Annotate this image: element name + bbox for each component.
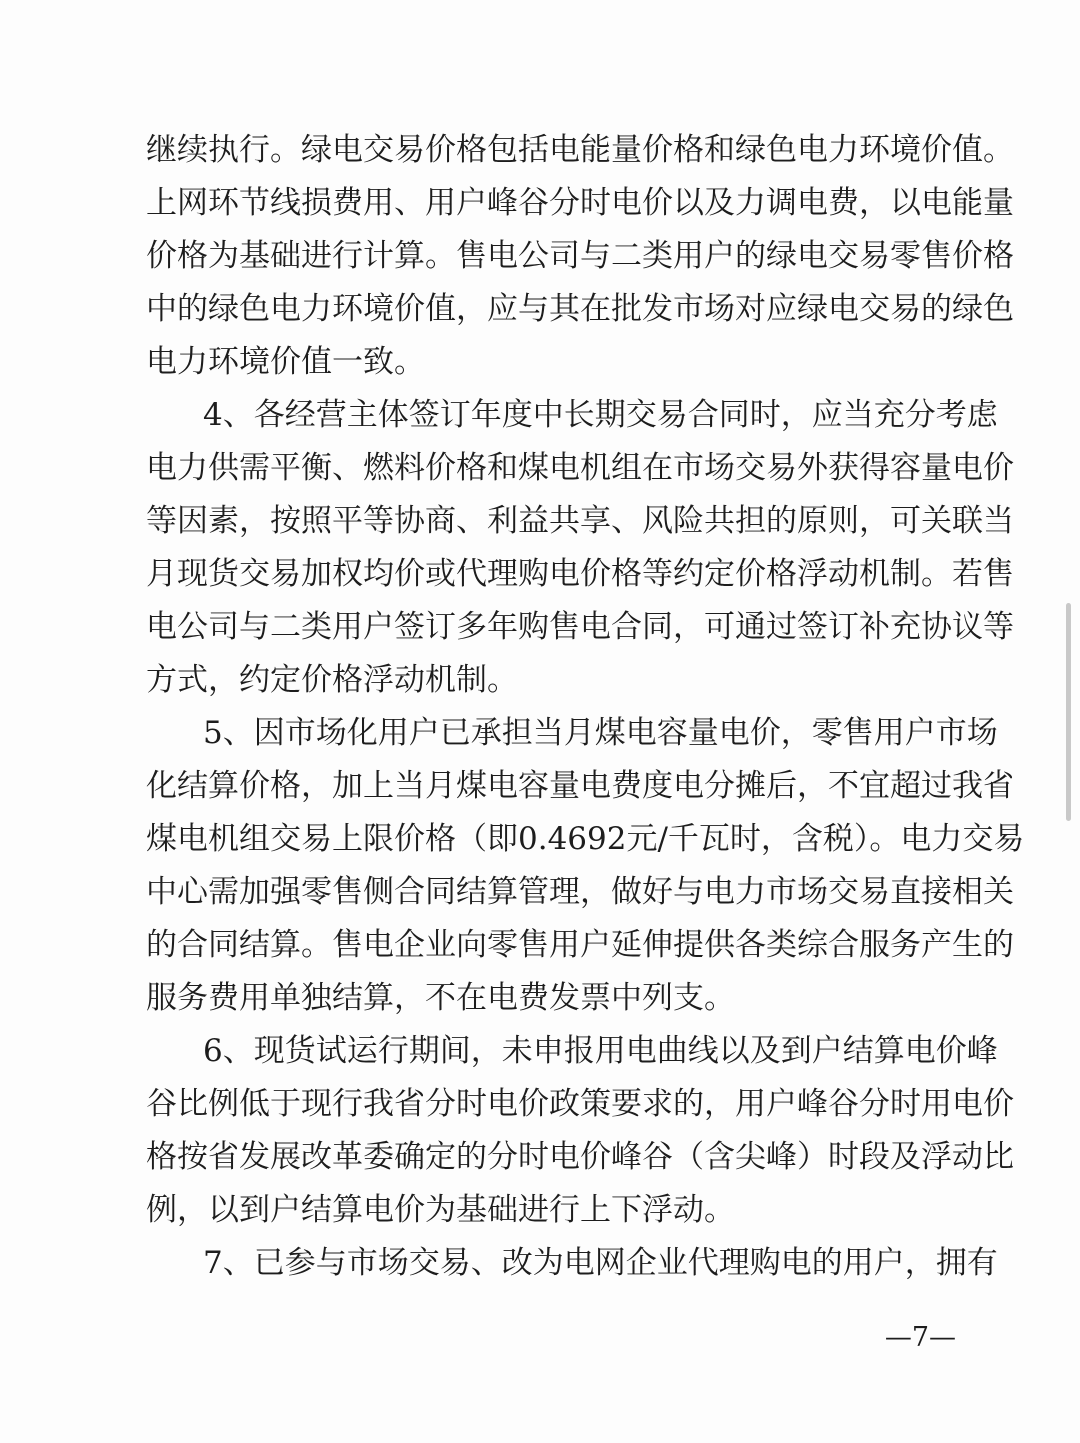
paragraph-4-start: 4、各经营主体签订年度中长期交易合同时，应当充分考虑	[203, 397, 998, 433]
text-line: 的合同结算。售电企业向零售用户延伸提供各类综合服务产生的	[146, 927, 1014, 963]
text-line: 月现货交易加权均价或代理购电价格等约定价格浮动机制。若售	[146, 556, 1014, 592]
text-line: 谷比例低于现行我省分时电价政策要求的，用户峰谷分时用电价	[146, 1086, 1014, 1122]
text-line: 电力供需平衡、燃料价格和煤电机组在市场交易外获得容量电价	[146, 450, 1014, 486]
text-line: 方式，约定价格浮动机制。	[146, 662, 518, 698]
paragraph-7-start: 7、已参与市场交易、改为电网企业代理购电的用户，拥有	[203, 1245, 998, 1281]
text-line: 上网环节线损费用、用户峰谷分时电价以及力调电费，以电能量	[146, 185, 1014, 221]
text-line: 格按省发展改革委确定的分时电价峰谷（含尖峰）时段及浮动比	[146, 1139, 1014, 1175]
text-line: 电力环境价值一致。	[146, 344, 425, 380]
text-line: 等因素，按照平等协商、利益共享、风险共担的原则，可关联当	[146, 503, 1014, 539]
text-line: 价格为基础进行计算。售电公司与二类用户的绿电交易零售价格	[146, 238, 1014, 274]
text-line: 中的绿色电力环境价值，应与其在批发市场对应绿电交易的绿色	[146, 291, 1014, 327]
page-number: —7—	[884, 1322, 956, 1353]
text-line: 化结算价格，加上当月煤电容量电费度电分摊后，不宜超过我省	[146, 768, 1014, 804]
text-line: 煤电机组交易上限价格（即0.4692元/千瓦时，含税）。电力交易	[146, 821, 1025, 857]
text-line: 服务费用单独结算，不在电费发票中列支。	[146, 980, 735, 1016]
paragraph-6-start: 6、现货试运行期间，未申报用电曲线以及到户结算电价峰	[203, 1033, 998, 1069]
paragraph-5-start: 5、因市场化用户已承担当月煤电容量电价，零售用户市场	[203, 715, 998, 751]
text-line: 中心需加强零售侧合同结算管理，做好与电力市场交易直接相关	[146, 874, 1014, 910]
vertical-scrollbar[interactable]	[1066, 603, 1071, 821]
text-line: 例，以到户结算电价为基础进行上下浮动。	[146, 1192, 735, 1228]
text-line: 电公司与二类用户签订多年购售电合同，可通过签订补充协议等	[146, 609, 1014, 645]
text-line: 继续执行。绿电交易价格包括电能量价格和绿色电力环境价值。	[146, 132, 1014, 168]
